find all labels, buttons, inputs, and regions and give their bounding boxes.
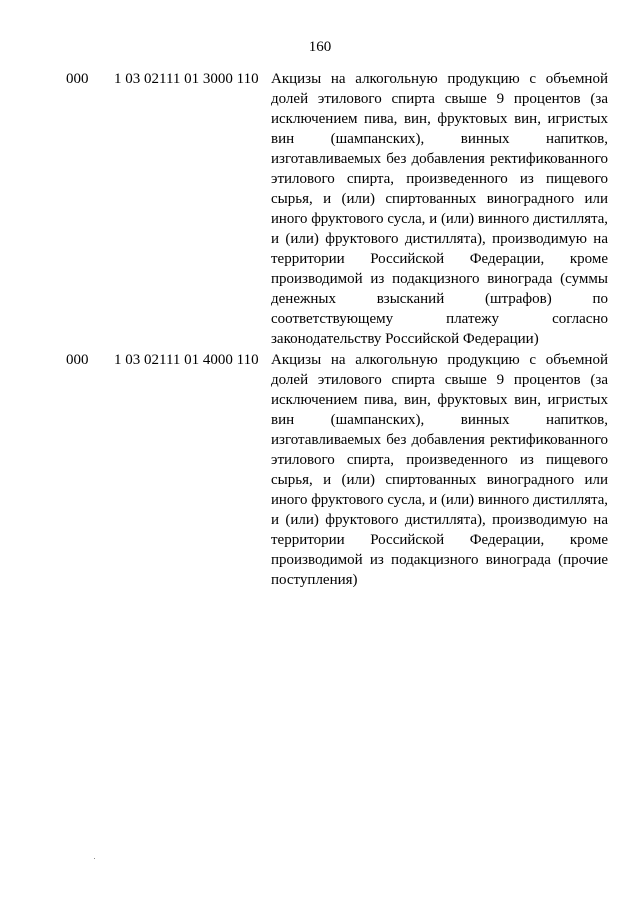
description-line: исключением пива, вин, фруктовых вин, игристых — [271, 392, 608, 408]
revenue-description — [271, 69, 608, 349]
description-line: изготавливаемых без добавления ректификованного — [271, 432, 608, 448]
description-line: вин (шампанских), винных напитков, — [271, 131, 608, 147]
description-line: производимой из подакцизного винограда (суммы — [271, 271, 608, 287]
administrator-code: 000 — [66, 352, 89, 368]
page-number: 160 — [308, 39, 332, 55]
description-line: долей этилового спирта свыше 9 процентов (за — [271, 91, 608, 107]
scan-speck — [94, 858, 95, 859]
description-line: Акцизы на алкогольную продукцию с объемной — [271, 352, 608, 368]
budget-classification-code: 1 03 02111 01 4000 110 — [114, 352, 259, 368]
description-line: этилового спирта, произведенного из пищевого — [271, 452, 608, 468]
description-line: Акцизы на алкогольную продукцию с объемной — [271, 71, 608, 87]
budget-classification-code: 1 03 02111 01 3000 110 — [114, 71, 259, 87]
description-line: изготавливаемых без добавления ректификованного — [271, 151, 608, 167]
description-line: денежных взысканий (штрафов) по — [271, 291, 608, 307]
description-line: сырья, и (или) спиртованных виноградного или — [271, 472, 608, 488]
description-line: территории Российской Федерации, кроме — [271, 532, 608, 548]
description-line: долей этилового спирта свыше 9 процентов (за — [271, 372, 608, 388]
description-line: исключением пива, вин, фруктовых вин, игристых — [271, 111, 608, 127]
description-line: и (или) фруктового дистиллята), производимую на — [271, 231, 608, 247]
description-line: вин (шампанских), винных напитков, — [271, 412, 608, 428]
administrator-code: 000 — [66, 71, 89, 87]
description-line: этилового спирта, произведенного из пищевого — [271, 171, 608, 187]
description-line: иного фруктового сусла, и (или) винного дистиллята, — [271, 492, 608, 508]
description-line: законодательству Российской Федерации) — [271, 331, 539, 347]
revenue-description — [271, 350, 608, 590]
description-line: соответствующему платежу согласно — [271, 311, 608, 327]
description-line: поступления) — [271, 572, 358, 588]
description-line: и (или) фруктового дистиллята), производимую на — [271, 512, 608, 528]
description-line: иного фруктового сусла, и (или) винного дистиллята, — [271, 211, 608, 227]
description-line: территории Российской Федерации, кроме — [271, 251, 608, 267]
description-line: производимой из подакцизного винограда (прочие — [271, 552, 608, 568]
description-line: сырья, и (или) спиртованных виноградного или — [271, 191, 608, 207]
